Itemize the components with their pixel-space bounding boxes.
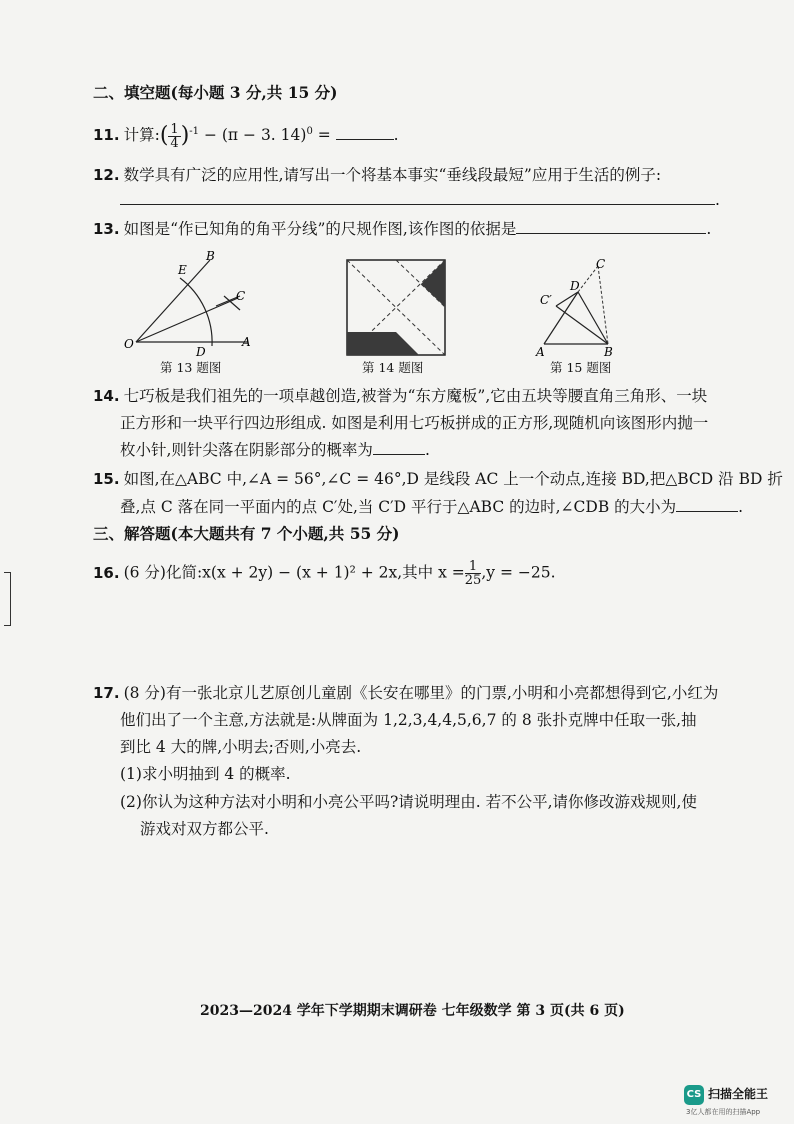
q13-answer-blank[interactable] — [516, 219, 706, 234]
fig15-label-D: D — [570, 279, 580, 293]
figure-14 — [345, 258, 449, 358]
figure-15 — [530, 256, 630, 358]
q17-sub-2-line-1: (2)你认为这种方法对小明和小亮公平吗?请说明理由. 若不公平,请你修改游戏规则,使 — [120, 793, 697, 811]
fig13-caption: 第 13 题图 — [160, 360, 222, 375]
camscanner-logo-icon: CS — [684, 1085, 704, 1105]
q11-fraction: $\frac{1}{4}$ — [170, 121, 179, 151]
q15-line-2: 叠,点 C 落在同一平面内的点 C′处,当 C′D 平行于△ABC 的边时,∠CDB 的大小为 . — [120, 498, 744, 516]
fig15-label-B: B — [604, 345, 613, 358]
question-11: 11. 计算:( $\frac{1}{4}$ )$^{-1}$ − (π − 3. 14)$^0$ = . — [93, 121, 399, 151]
fig15-caption: 第 15 题图 — [550, 360, 612, 375]
q17-line-3: 到比 4 大的牌,小明去;否则,小亮去. — [120, 738, 362, 756]
q14-answer-blank[interactable] — [373, 440, 425, 455]
q11-answer-blank[interactable] — [336, 125, 394, 140]
fig13-label-C: C — [236, 289, 246, 303]
fig13-label-A: A — [242, 335, 251, 349]
question-11-number: 11. — [93, 126, 120, 145]
question-15: 15. 如图,在△ABC 中,∠A = 56°,∠C = 46°,D 是线段 AC 上一个动点,连接 BD,把△BCD 沿 BD 折 — [93, 470, 783, 488]
camscanner-slogan: 3亿人都在用的扫描App — [686, 1108, 761, 1116]
figure-13 — [120, 248, 260, 358]
fig15-label-C: C — [596, 257, 606, 271]
question-16: 16. (6 分)化简:x(x + 2y) − (x + 1)² + 2x,其中 x = $\frac{1}{25}$ ,y = −25. — [93, 559, 556, 588]
q17-line-2: 他们出了一个主意,方法就是:从牌面为 1,2,3,4,4,5,6,7 的 8 张扑克牌中任取一张,抽 — [120, 711, 697, 729]
page-footer: 2023—2024 学年下学期期末调研卷 七年级数学 第 3 页(共 6 页) — [200, 1003, 625, 1019]
q16-fraction: $\frac{1}{25}$ — [464, 559, 482, 588]
fig15-label-C-prime: C′ — [540, 293, 552, 307]
fig15-label-A: A — [536, 345, 545, 358]
fig13-label-O: O — [124, 337, 134, 351]
q14-line-3: 枚小针,则针尖落在阴影部分的概率为 . — [120, 441, 430, 459]
section-3-title: 三、解答题(本大题共有 7 个小题,共 55 分) — [93, 524, 400, 543]
binding-margin-mark — [4, 572, 11, 626]
q15-answer-blank[interactable] — [676, 497, 738, 512]
fig13-label-E: E — [178, 263, 187, 277]
q17-sub-1: (1)求小明抽到 4 的概率. — [120, 765, 291, 783]
camscanner-name: 扫描全能王 — [708, 1087, 769, 1101]
fig13-label-D: D — [196, 345, 206, 358]
question-14: 14. 七巧板是我们祖先的一项卓越创造,被誉为“东方魔板”,它由五块等腰直角三角形、一块 — [93, 387, 708, 405]
fig13-label-B: B — [206, 249, 215, 263]
question-17: 17. (8 分)有一张北京儿艺原创儿童剧《长安在哪里》的门票,小明和小亮都想得到它,小红为 — [93, 684, 719, 702]
q17-sub-2-line-2: 游戏对双方都公平. — [140, 820, 269, 838]
q11-prefix: 计算: — [123, 126, 160, 145]
section-2-title: 二、填空题(每小题 3 分,共 15 分) — [93, 83, 338, 102]
q12-answer-line: . — [120, 190, 720, 210]
question-13: 13. 如图是“作已知角的角平分线”的尺规作图,该作图的依据是 . — [93, 220, 712, 238]
q12-answer-blank[interactable] — [120, 190, 715, 205]
q14-line-2: 正方形和一块平行四边形组成. 如图是利用七巧板拼成的正方形,现随机向该图形内抛一 — [120, 414, 709, 432]
fig14-caption: 第 14 题图 — [362, 360, 424, 375]
question-12: 12. 数学具有广泛的应用性,请写出一个将基本事实“垂线段最短”应用于生活的例子: — [93, 166, 662, 184]
